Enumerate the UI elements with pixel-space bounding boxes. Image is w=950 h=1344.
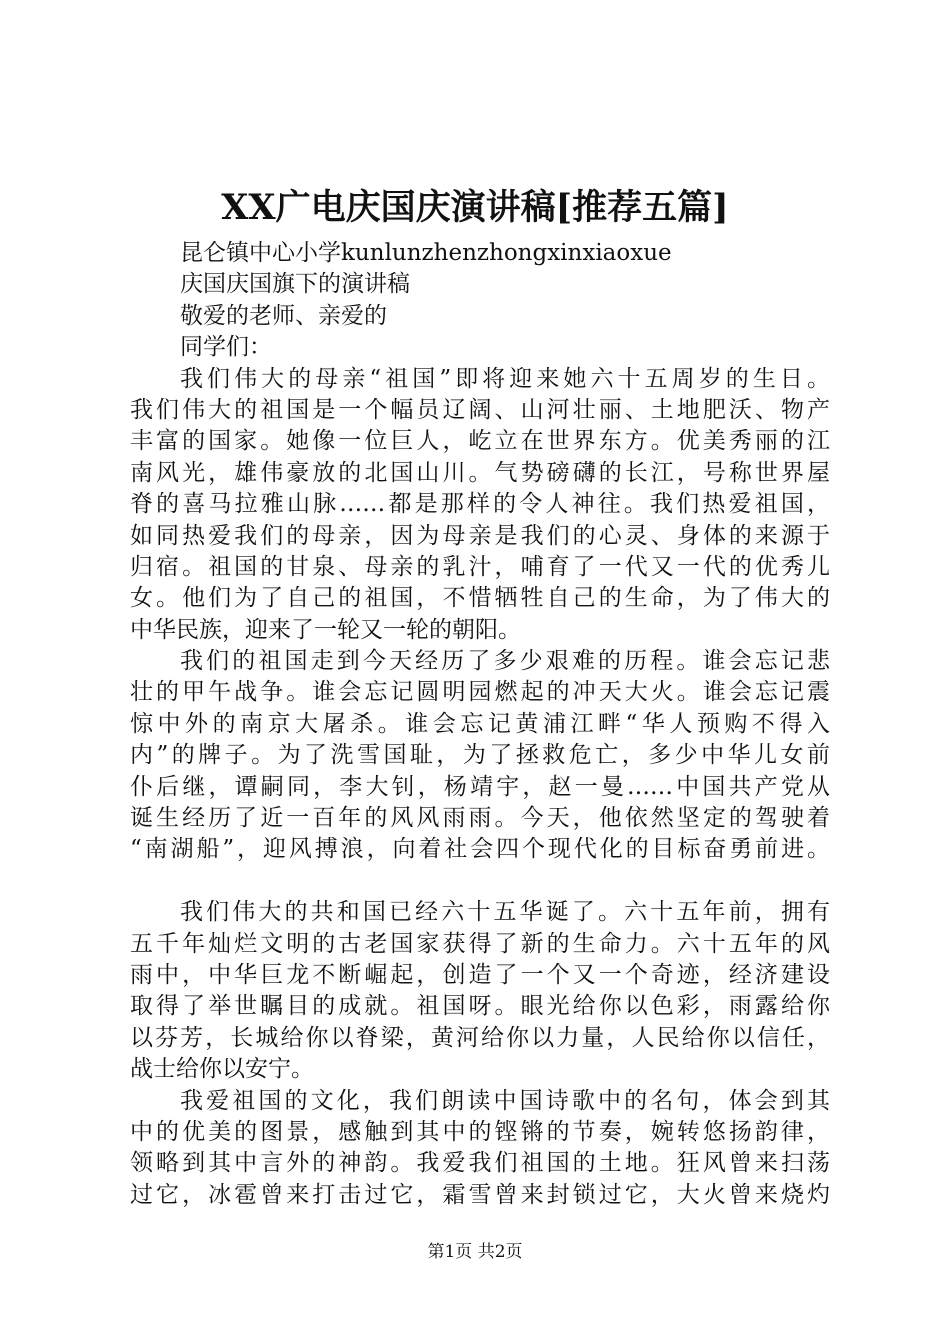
paragraph-2-line: 内”的牌子。为了洗雪国耻，为了拯救危亡，多少中华儿女前 (130, 742, 830, 769)
paragraph-3-line: 我们伟大的共和国已经六十五华诞了。六十五年前，拥有 (180, 899, 830, 926)
paragraph-1-line: 脊的喜马拉雅山脉……都是那样的令人神往。我们热爱祖国， (130, 491, 830, 518)
paragraph-3-line: 战士给你以安宁。 (130, 1056, 314, 1083)
paragraph-3-line: 雨中，中华巨龙不断崛起，创造了一个又一个奇迹，经济建设 (130, 961, 830, 988)
paragraph-3-line: 取得了举世瞩目的成就。祖国呀。眼光给你以色彩，雨露给你 (130, 993, 830, 1020)
paragraph-2-line: 惊中外的南京大屠杀。谁会忘记黄浦江畔“华人预购不得入 (130, 710, 830, 737)
paragraph-2-line: 仆后继，谭嗣同，李大钊，杨靖宇，赵一曼……中国共产党从 (130, 773, 830, 800)
paragraph-3-line: 以芬芳，长城给你以脊梁，黄河给你以力量，人民给你以信任， (130, 1024, 830, 1051)
paragraph-1-line: 我们伟大的母亲“祖国”即将迎来她六十五周岁的生日。 (180, 365, 830, 392)
page-footer: 第1页 共2页 (427, 1242, 523, 1262)
document-title: XX广电庆国庆演讲稿[推荐五篇] (221, 187, 729, 228)
paragraph-4-line: 中的优美的图景，感触到其中的铿锵的节奏，婉转悠扬韵律， (130, 1118, 830, 1145)
paragraph-3-line: 五千年灿烂文明的古老国家获得了新的生命力。六十五年的风 (130, 930, 830, 957)
paragraph-1-line: 归宿。祖国的甘泉、母亲的乳汁，哺育了一代又一代的优秀儿 (130, 553, 830, 580)
paragraph-1-line: 丰富的国家。她像一位巨人，屹立在世界东方。优美秀丽的江 (130, 428, 830, 455)
document-body (130, 238, 830, 1211)
paragraph-1-line: 我们伟大的祖国是一个幅员辽阔、山河壮丽、土地肥沃、物产 (130, 396, 830, 423)
paragraph-2-line: 我们的祖国走到今天经历了多少艰难的历程。谁会忘记悲 (180, 648, 830, 675)
paragraph-2-line: 诞生经历了近一百年的风风雨雨。今天，他依然坚定的驾驶着 (130, 805, 830, 832)
header-line: 同学们： (180, 334, 272, 361)
paragraph-1-line: 女。他们为了自己的祖国，不惜牺牲自己的生命，为了伟大的 (130, 585, 830, 612)
paragraph-1-line: 南风光，雄伟豪放的北国山川。气势磅礴的长江，号称世界屋 (130, 459, 830, 486)
paragraph-1-line: 如同热爱我们的母亲，因为母亲是我们的心灵、身体的来源于 (130, 522, 830, 549)
paragraph-1-line: 中华民族，迎来了一轮又一轮的朝阳。 (130, 616, 521, 643)
paragraph-2-line: “南湖船”，迎风搏浪，向着社会四个现代化的目标奋勇前进。 (130, 836, 830, 863)
paragraph-4-line: 我爱祖国的文化，我们朗读中国诗歌中的名句，体会到其 (180, 1087, 830, 1114)
paragraph-2-line: 壮的甲午战争。谁会忘记圆明园燃起的冲天大火。谁会忘记震 (130, 679, 830, 706)
header-line: 庆国庆国旗下的演讲稿 (180, 271, 410, 298)
header-line: 敬爱的老师、亲爱的 (180, 302, 387, 329)
paragraph-spacer (130, 866, 830, 897)
header-line: 昆仑镇中心小学kunlunzhenzhongxinxiaoxue (180, 240, 672, 266)
paragraph-4-line: 领略到其中言外的神韵。我爱我们祖国的土地。狂风曾来扫荡 (130, 1150, 830, 1177)
paragraph-4-line: 过它，冰雹曾来打击过它，霜雪曾来封锁过它，大火曾来烧灼 (130, 1181, 830, 1208)
